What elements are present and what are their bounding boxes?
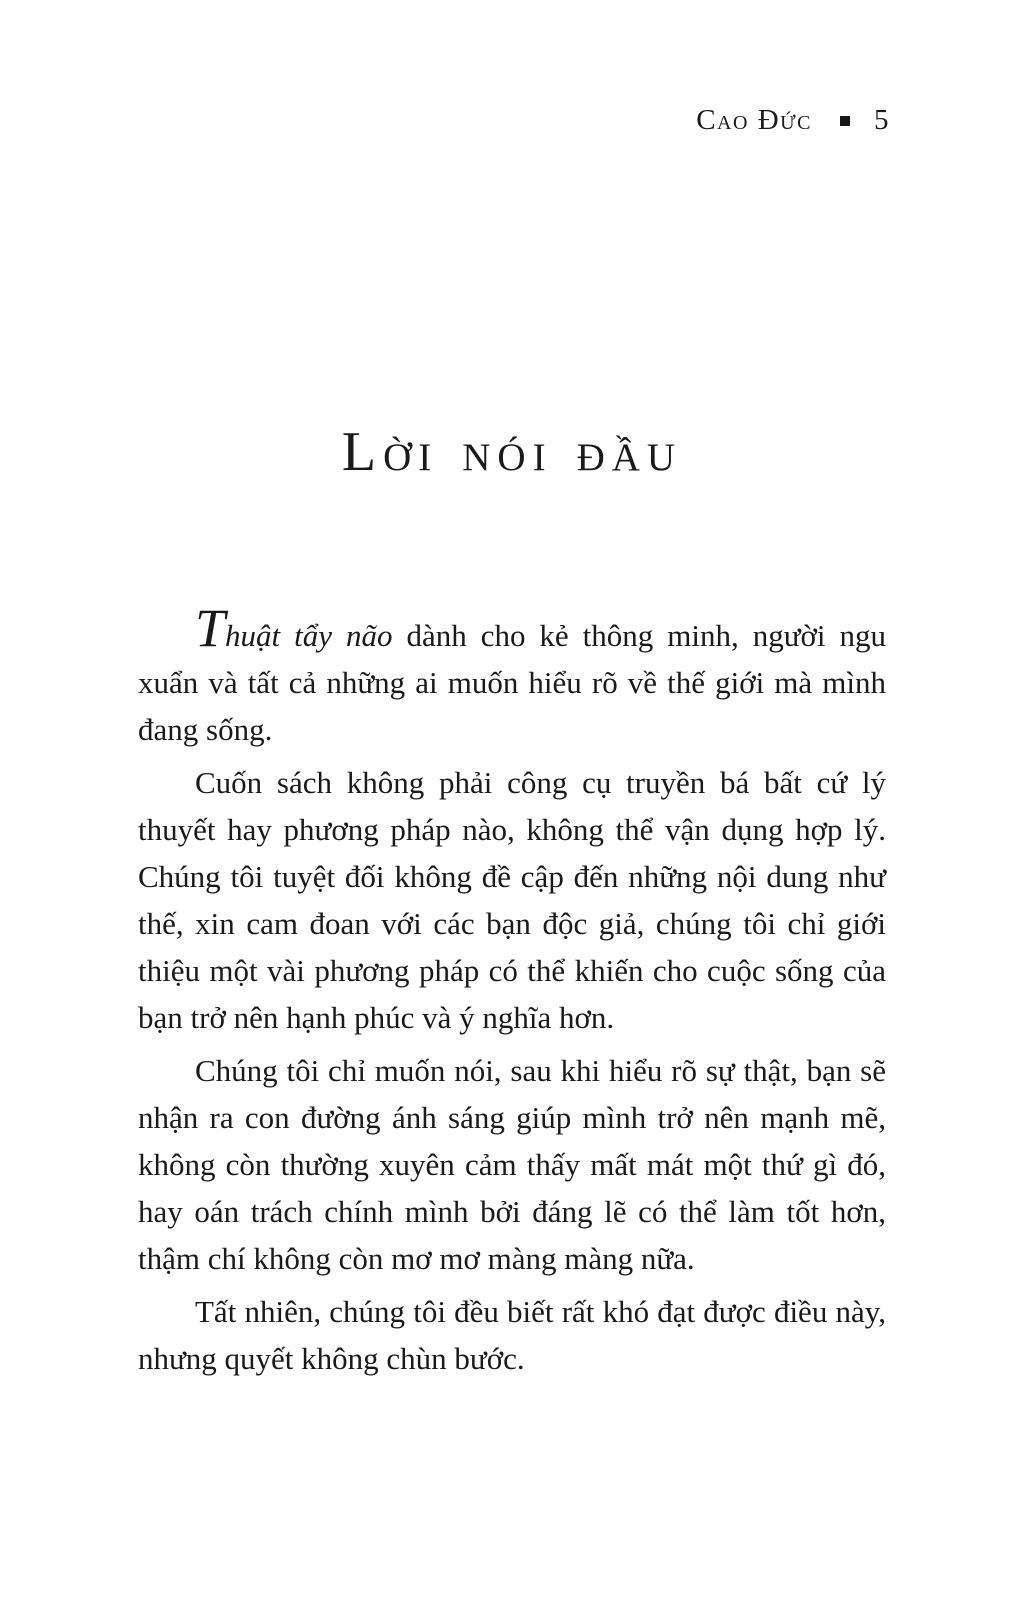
lead-initial: T [195,598,226,658]
page-number: 5 [874,104,890,136]
chapter-title: Lời nói đầu [341,421,683,483]
running-header-author: Cao Đức [696,104,812,136]
paragraph-3-text: Chúng tôi chỉ muốn nói, sau khi hiểu rõ sự thật, bạn sẽ nhận ra con đường ánh sáng giúp mình trở nên mạnh mẽ, không còn thường xuyên cảm thấy mất mát một thứ gì đó, hay oán trách chính mình bởi đáng lẽ có thể làm tốt hơn, thậm chí không còn mơ mơ màng màng nữa. [138,1053,886,1276]
paragraph-1-text: dành cho kẻ thông minh, người ngu xuẩn và tất cả những ai muốn hiểu rõ về thế giới mà mình đang sống. [138,618,886,747]
paragraph-2 [138,759,886,1041]
paragraph-2-text: Cuốn sách không phải công cụ truyền bá bất cứ lý thuyết hay phương pháp nào, không thể vận dụng hợp lý. Chúng tôi tuyệt đối không đề cập đến những nội dung như thế, xin cam đoan với các bạn độc giả, chúng tôi chỉ giới thiệu một vài phương pháp có thể khiến cho cuộc sống của bạn trở nên hạnh phúc và ý nghĩa hơn. [138,765,886,1035]
paragraph-4-text: Tất nhiên, chúng tôi đều biết rất khó đạt được điều này, nhưng quyết không chùn bước. [138,1294,886,1376]
paragraph-1 [138,598,886,753]
running-header [696,104,890,137]
paragraph-4 [138,1288,886,1382]
lead-italic-phrase: huật tẩy não [225,618,393,653]
square-bullet-icon [840,116,850,126]
paragraph-3 [138,1047,886,1282]
body-text [138,598,886,1388]
